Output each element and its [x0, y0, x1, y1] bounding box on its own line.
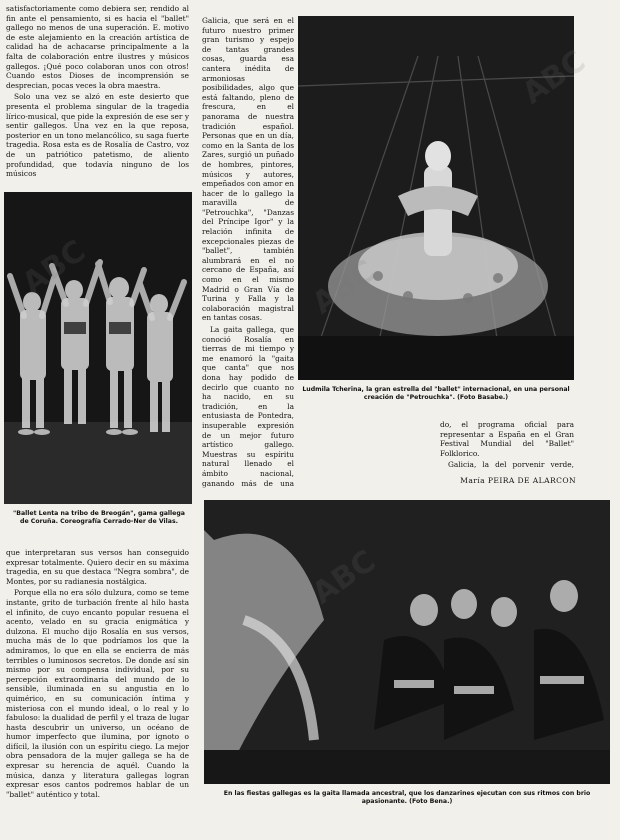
paragraph: do, el programa oficial para representar a España en el Gran Festival Mundial del "Ballet" Folklorico. — [440, 420, 574, 458]
photo-gaita-illustration — [204, 500, 610, 784]
paragraph: Galicia, la del porvenir verde, — [448, 460, 574, 470]
article-column-1-top — [6, 4, 189, 190]
paragraph: satisfactoriamente como debiera ser, rendido al fin ante el pensamiento, si es hacia el "ballet" gallego no menos de una superación. E. motivo de este alejamiento en la creación artística de calidad ha de achacarse principalmente a la falta de colaboración entre ilustres y músicos gallegos. ¡Qué poco colaboran unos con otros! Cuando estos Dioses de incomprensión se desprecian, pocas veces la obra maestra. — [6, 4, 189, 90]
paragraph: Porque ella no era sólo dulzura, como se teme instante, grito de turbación frente al hilo hasta el infinito, de cuyo encanto popular resuena el acento, velado en su gracia enigmática y dulzona. El mucho dijo Rosalía en sus versos, mucha más de lo que podríamos los que la admiramos, lo que en ella se encierra de más terribles o luminosos secretos. De donde así sin mismo por su compensa individual, por su percepción extraordinaria del mundo de lo sensible, iluminada en su angustia en lo quimérico, en su comunicación íntima y misteriosa con el mundo ideal, o lo real y lo fabuloso: la dualidad de perfil y el traza de lugar hasta descubrir un universo, un océano de humor imperfecto que ilumina, por ignoto o difícil, la ilusión con un espíritu ciego. La mejor obra pensadora de la mujer gallega se ha de expresar su herencia de aquél. Cuando la música, danza y literatura gallegas logran expresar esos cantos podremos hablar de un "ballet" auténtico y total. — [6, 588, 189, 799]
photo-gaita-dancers — [204, 500, 610, 784]
paragraph: La gaita gallega, que conoció Rosalía en tierras de mi tiempo y me enamoró la "gaita que canta" que nos dona hay podido de decirlo que cuanto no ha nacido, en su tradición, en la entusiasta de Pontedra, insuperable expresión de un mejor futuro artístico gallego. Muestras su espíritu natural llenado el ámbito nacional, ganando más de una — [202, 325, 294, 488]
caption-photo-dancers: "Ballet Lenta na tribo de Breogán", gama gallega de Coruña. Coreografía Cerrado-Ner de Vilas. — [13, 510, 185, 525]
paragraph: que interpretaran sus versos han conseguido expresar totalmente. Quiero decir en su máxima tragedia, en su que destaca "Negra sombra", de Montes, por su radianesia nostálgica. — [6, 548, 189, 586]
photo-ludmila-tcherina — [298, 16, 574, 380]
article-column-3-right — [440, 420, 574, 470]
caption-photo-gaita: En las fiestas gallegas es la gaita llamada ancestral, que los danzarines ejecutan con sus ritmos con brio apasionante. (Foto Bena.) — [223, 790, 591, 805]
photo-dancers-group — [4, 192, 192, 504]
photo-dancers-illustration — [4, 192, 192, 504]
paragraph: Solo una vez se alzó en este desierto que presenta el problema singular de la tragedia lírico-musical, que pide la expresión de ese ser y sentir gallegos. Una vez en la que reposa, posterior en un tono melancólico, su saga fuerte tragedia. Rosa esta es de Rosalía de Castro, voz de un patriótico patetismo, de aliento profundidad, que todavía ninguno de los músicos — [6, 92, 189, 179]
author-signature: María PEIRA DE ALARCON — [460, 476, 576, 485]
article-column-2 — [202, 16, 294, 488]
caption-photo-ludmila: Ludmila Tcherina, la gran estrella del "ballet" internacional, en una personal creación de "Petrouchka". (Foto Basabe.) — [302, 386, 570, 401]
photo-ballerina-illustration — [298, 16, 574, 380]
paragraph: Galicia, que será en el futuro nuestro primer gran turismo y espejo de tantas grandes cosas, guarda esa cantera inédita de armoniosas posibilidades, algo que está faltando, pleno de frescura, en el panorama de nuestra tradición español. Personas que en un día, como en la Santa de los Zares, surgió un puñado de hombres, pintores, músicos y autores, empeñados con amor en hacer de lo gallego la maravilla de "Petrouchka", "Danzas del Príncipe Igor" y la relación infinita de excepcionales piezas de "ballet", también alumbrará en el no cercano de España, así como en el mismo Madrid o Gran Vía de Turina y Falla y la colaboración magistral en tantas cosas. — [202, 16, 294, 323]
article-column-1-bottom — [6, 548, 189, 810]
